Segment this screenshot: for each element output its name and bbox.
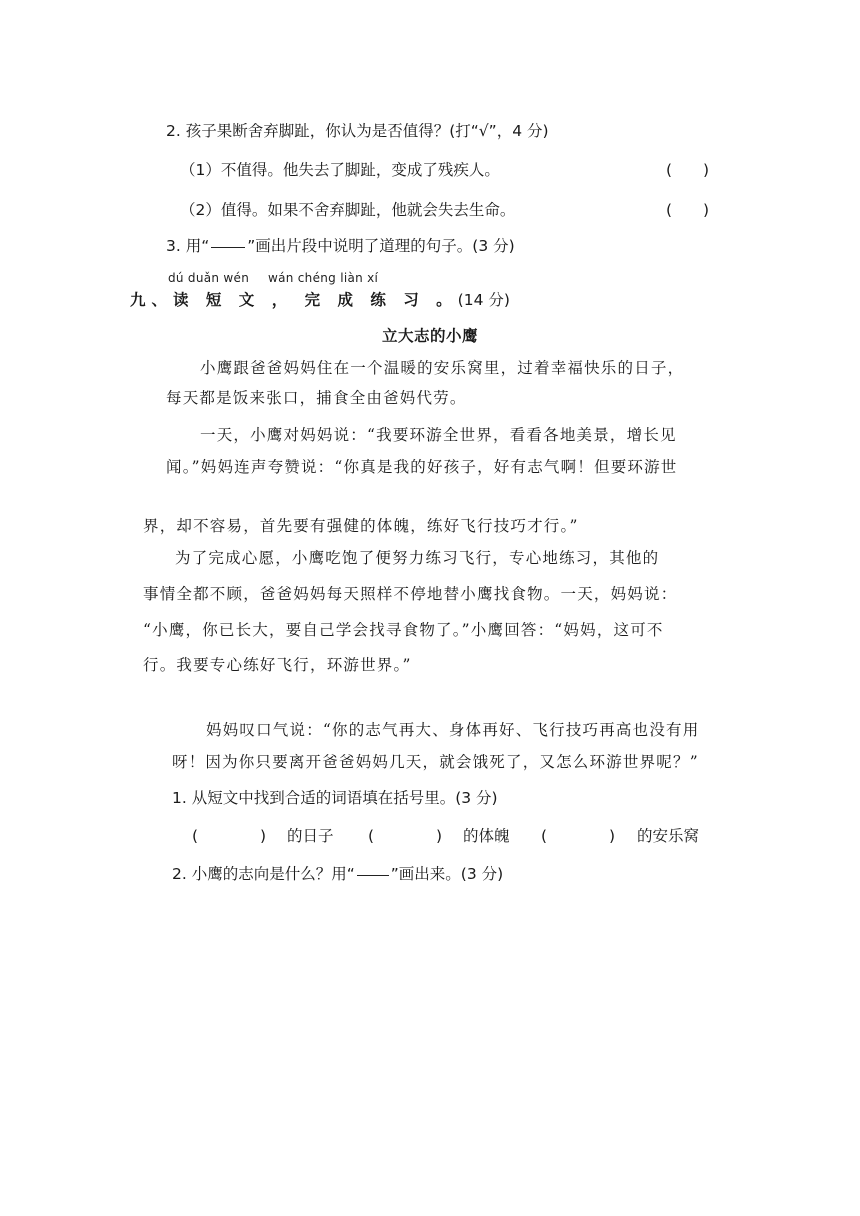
question-3-after: ”画出片段中说明了道理的句子。(3 分) xyxy=(247,237,515,255)
passage-question-2-before: 2. 小鹰的志向是什么？用“ xyxy=(172,865,355,883)
question-2-stem: 2. 孩子果断舍弃脚趾，你认为是否值得？(打“√”，4 分) xyxy=(166,122,549,140)
pinyin-wan-cheng-lian-xi: wán chéng liàn xí xyxy=(268,271,379,285)
fill-blank-1[interactable]: ( ) xyxy=(192,827,267,845)
passage-line: 妈妈叹口气说：“你的志气再大、身体再好、飞行技巧再高也没有用 xyxy=(206,721,700,739)
underline-sample xyxy=(211,246,245,248)
section-9-title: 九、读 短 文 ， 完 成 练 习 。 xyxy=(130,291,458,309)
fill-word-2: 的体魄 xyxy=(463,827,510,845)
passage-line: 每天都是饭来张口，捕食全由爸妈代劳。 xyxy=(166,389,467,407)
option-2-answer-box[interactable]: ( ) xyxy=(666,201,710,219)
passage-question-2-after: ”画出来。(3 分) xyxy=(390,865,504,883)
passage-question-2 xyxy=(172,862,503,884)
passage-line: 闻。”妈妈连声夸赞说：“你真是我的好孩子，好有志气啊！但要环游世 xyxy=(166,458,678,476)
fill-blank-3[interactable]: ( ) xyxy=(541,827,616,845)
option-1-text: （1）不值得。他失去了脚趾，变成了残疾人。 xyxy=(180,161,500,179)
passage-question-1: 1. 从短文中找到合适的词语填在括号里。(3 分) xyxy=(172,789,498,807)
section-9-heading xyxy=(130,288,510,310)
fill-word-1: 的日子 xyxy=(287,827,334,845)
section-9-points: (14 分) xyxy=(457,291,510,309)
fill-blank-2[interactable]: ( ) xyxy=(368,827,443,845)
question-3 xyxy=(166,234,515,256)
passage-line: 事情全都不顾，爸爸妈妈每天照样不停地替小鹰找食物。一天，妈妈说： xyxy=(143,585,678,603)
passage-line: 为了完成心愿，小鹰吃饱了便努力练习飞行，专心地练习，其他的 xyxy=(175,549,660,567)
passage-line: 呀！因为你只要离开爸爸妈妈几天，就会饿死了，又怎么环游世界呢？” xyxy=(172,753,699,771)
pinyin-du-duan-wen: dú duǎn wén xyxy=(168,271,250,285)
passage-line: 一天，小鹰对妈妈说：“我要环游全世界，看看各地美景，增长见 xyxy=(200,426,677,444)
fill-word-3: 的安乐窝 xyxy=(637,827,700,845)
question-3-before: 3. 用“ xyxy=(166,237,210,255)
option-2-text: （2）值得。如果不舍弃脚趾，他就会失去生命。 xyxy=(180,201,516,219)
passage-line: 小鹰跟爸爸妈妈住在一个温暖的安乐窝里，过着幸福快乐的日子， xyxy=(200,359,685,377)
option-1-answer-box[interactable]: ( ) xyxy=(666,161,710,179)
passage-line: 行。我要专心练好飞行，环游世界。” xyxy=(143,656,412,674)
passage-line: 界，却不容易，首先要有强健的体魄，练好飞行技巧才行。” xyxy=(143,517,579,535)
passage-title: 立大志的小鹰 xyxy=(382,327,479,345)
passage-line: “小鹰，你已长大，要自己学会找寻食物了。”小鹰回答：“妈妈，这可不 xyxy=(143,621,664,639)
underline-sample xyxy=(357,874,389,876)
